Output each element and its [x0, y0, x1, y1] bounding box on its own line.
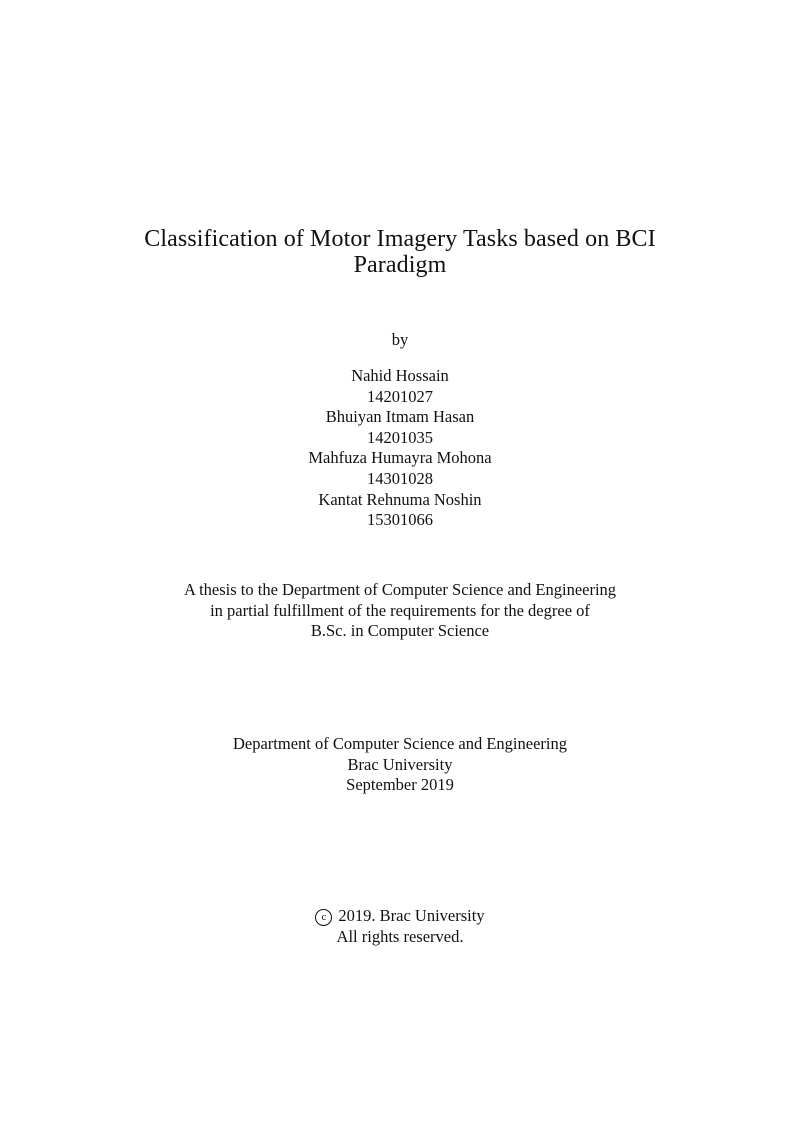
author-id: 14201027 [367, 386, 433, 406]
thesis-statement-line-2: in partial fulfillment of the requirements for the degree of [210, 600, 590, 620]
copyright-line [0, 906, 800, 927]
institution-block [0, 734, 800, 796]
author-name: Mahfuza Humayra Mohona [308, 448, 492, 468]
author-id: 15301066 [367, 510, 433, 530]
thesis-title-line-1: Classification of Motor Imagery Tasks based on BCI [144, 226, 656, 252]
thesis-title [0, 226, 800, 278]
copyright-icon: c [315, 909, 332, 926]
copyright-text: 2019. Brac University [338, 906, 485, 925]
thesis-statement [0, 580, 800, 642]
department-name: Department of Computer Science and Engineering [232, 734, 567, 753]
author-id: 14301028 [367, 468, 433, 488]
by-label: by [391, 330, 409, 349]
submission-date: September 2019 [346, 775, 454, 795]
author-id: 14201035 [367, 427, 433, 447]
author-name: Bhuiyan Itmam Hasan [325, 407, 475, 427]
author-list [0, 366, 800, 531]
thesis-statement-line-1: A thesis to the Department of Computer Science and Engineering [183, 580, 617, 599]
author-name: Nahid Hossain [351, 366, 449, 385]
university-name: Brac University [347, 754, 453, 774]
copyright-block [0, 906, 800, 947]
author-name: Kantat Rehnuma Noshin [318, 489, 482, 509]
rights-reserved: All rights reserved. [336, 926, 464, 946]
thesis-title-line-2: Paradigm [353, 252, 447, 278]
degree-name: B.Sc. in Computer Science [310, 621, 490, 641]
